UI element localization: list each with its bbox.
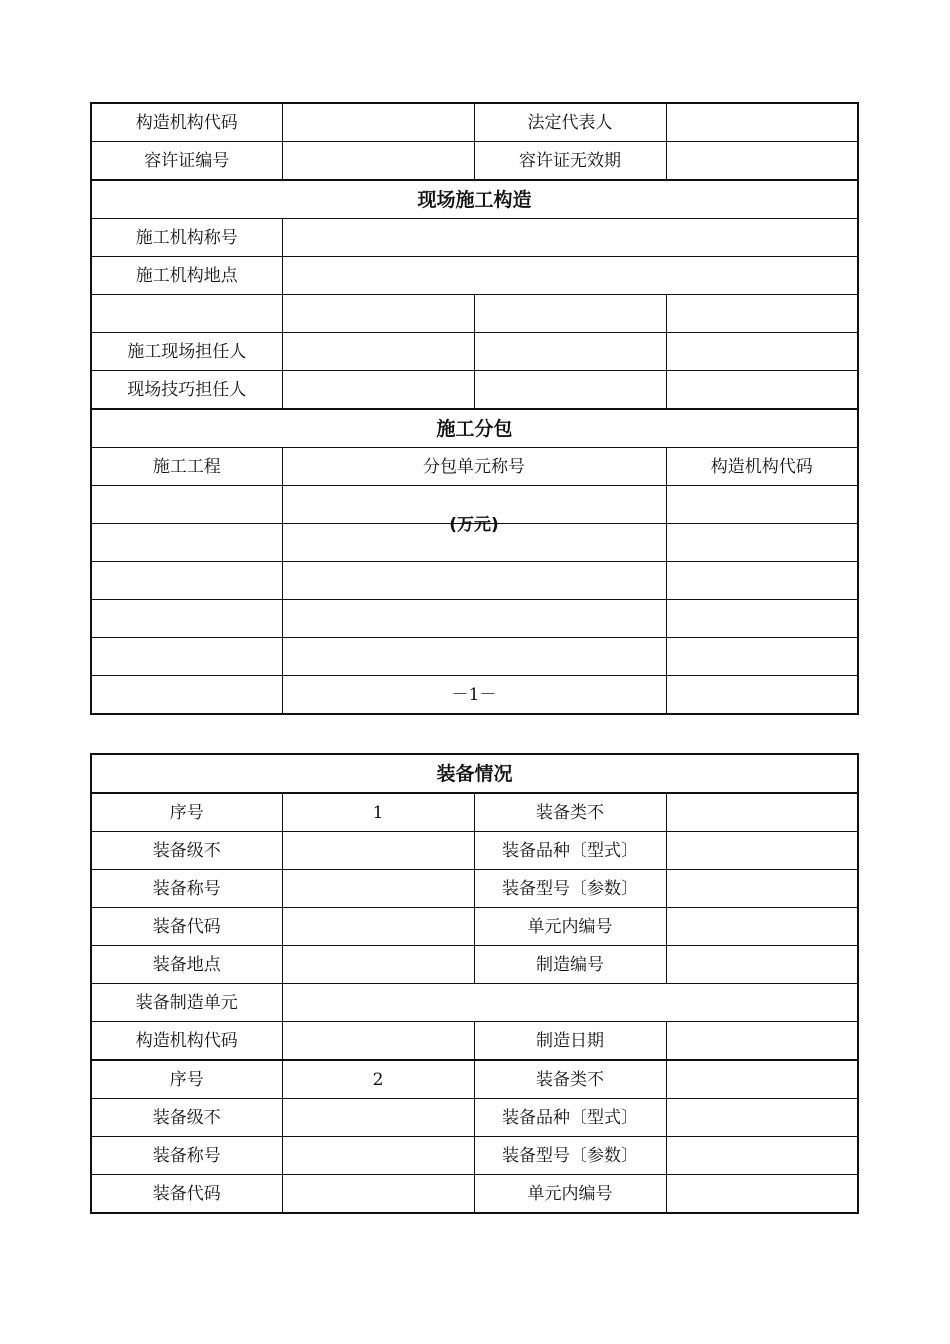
equipment-field-label: 装备代码 xyxy=(91,1175,282,1214)
col-header-sub-unit: 分包单元称号 xyxy=(282,448,666,486)
permit-no-value[interactable] xyxy=(282,142,474,181)
empty-cell[interactable] xyxy=(282,295,474,333)
equipment-field-value[interactable]: 2 xyxy=(282,1060,474,1099)
tech-manager-label: 现场技巧担任人 xyxy=(91,371,282,410)
equipment-field-label: 装备品种〔型式〕 xyxy=(474,832,666,870)
equipment-field-label: 序号 xyxy=(91,1060,282,1099)
empty-cell[interactable] xyxy=(666,295,858,333)
permit-validity-value[interactable] xyxy=(666,142,858,181)
cell[interactable] xyxy=(666,676,858,715)
table-row xyxy=(91,1099,858,1137)
equipment-field-label: 装备级不 xyxy=(91,1099,282,1137)
cell[interactable] xyxy=(91,600,282,638)
site-name-label: 施工机构称号 xyxy=(91,219,282,257)
section-header-row xyxy=(91,409,858,448)
col-header-project: 施工工程 xyxy=(91,448,282,486)
equipment-field-label: 装备型号〔参数〕 xyxy=(474,870,666,908)
table-row xyxy=(91,486,858,524)
table-row xyxy=(91,219,858,257)
page-number: －1－ xyxy=(282,676,666,715)
equipment-table xyxy=(90,753,859,1214)
table-row xyxy=(91,1137,858,1175)
equipment-field-value[interactable] xyxy=(666,946,858,984)
table-row xyxy=(91,870,858,908)
equipment-field-value[interactable] xyxy=(282,984,858,1022)
section-site-title: 现场施工构造 xyxy=(91,180,858,219)
cell[interactable] xyxy=(666,600,858,638)
tech-manager-value-3[interactable] xyxy=(666,371,858,410)
site-manager-value-3[interactable] xyxy=(666,333,858,371)
cell[interactable] xyxy=(666,486,858,524)
equipment-field-label: 装备制造单元 xyxy=(91,984,282,1022)
cell[interactable] xyxy=(91,676,282,715)
equipment-field-value[interactable] xyxy=(282,1099,474,1137)
equipment-field-value[interactable] xyxy=(282,1022,474,1061)
equipment-field-label: 装备型号〔参数〕 xyxy=(474,1137,666,1175)
equipment-field-label: 装备级不 xyxy=(91,832,282,870)
cell[interactable] xyxy=(666,562,858,600)
legal-rep-value[interactable] xyxy=(666,103,858,142)
table-row xyxy=(91,676,858,715)
site-manager-value[interactable] xyxy=(282,333,474,371)
cell[interactable] xyxy=(666,638,858,676)
equipment-field-value[interactable] xyxy=(666,1060,858,1099)
table-row xyxy=(91,600,858,638)
permit-validity-label: 容许证无效期 xyxy=(474,142,666,181)
equipment-field-value[interactable] xyxy=(282,946,474,984)
equipment-field-label: 装备代码 xyxy=(91,908,282,946)
site-name-value[interactable] xyxy=(282,219,858,257)
site-address-label: 施工机构地点 xyxy=(91,257,282,295)
table-row xyxy=(91,103,858,142)
table-row xyxy=(91,295,858,333)
site-manager-value-2[interactable] xyxy=(474,333,666,371)
cell[interactable] xyxy=(282,638,666,676)
equipment-field-label: 装备类不 xyxy=(474,1060,666,1099)
equipment-title: 装备情况 xyxy=(91,754,858,793)
legal-rep-label: 法定代表人 xyxy=(474,103,666,142)
equipment-field-label: 装备品种〔型式〕 xyxy=(474,1099,666,1137)
table-row xyxy=(91,984,858,1022)
table-row xyxy=(91,908,858,946)
table-header-row xyxy=(91,448,858,486)
empty-cell[interactable] xyxy=(474,295,666,333)
equipment-field-value[interactable] xyxy=(666,1175,858,1214)
equipment-field-value[interactable] xyxy=(666,1137,858,1175)
table-row xyxy=(91,1060,858,1099)
cell[interactable] xyxy=(282,486,666,535)
table-row xyxy=(91,1022,858,1061)
equipment-field-value[interactable] xyxy=(666,832,858,870)
equipment-field-value[interactable] xyxy=(282,1137,474,1175)
equipment-field-value[interactable] xyxy=(282,870,474,908)
equipment-field-value[interactable] xyxy=(666,793,858,832)
tech-manager-value-2[interactable] xyxy=(474,371,666,410)
equipment-field-label: 装备地点 xyxy=(91,946,282,984)
site-address-value[interactable] xyxy=(282,257,858,295)
equipment-field-label: 装备类不 xyxy=(474,793,666,832)
cell[interactable] xyxy=(282,562,666,600)
cell[interactable] xyxy=(91,562,282,600)
equipment-field-label: 单元内编号 xyxy=(474,1175,666,1214)
table-row xyxy=(91,1175,858,1214)
equipment-field-label: 单元内编号 xyxy=(474,908,666,946)
col-header-org-code: 构造机构代码 xyxy=(666,448,858,486)
equipment-field-value[interactable]: 1 xyxy=(282,793,474,832)
cell[interactable] xyxy=(91,638,282,676)
equipment-field-label: 序号 xyxy=(91,793,282,832)
table-row xyxy=(91,371,858,410)
equipment-field-value[interactable] xyxy=(666,1099,858,1137)
tech-manager-value[interactable] xyxy=(282,371,474,410)
equipment-field-value[interactable] xyxy=(282,832,474,870)
equipment-field-label: 构造机构代码 xyxy=(91,1022,282,1061)
table-title-row xyxy=(91,754,858,793)
table-row xyxy=(91,793,858,832)
equipment-field-value[interactable] xyxy=(666,908,858,946)
table-row xyxy=(91,562,858,600)
cell[interactable] xyxy=(666,524,858,562)
equipment-field-label: 装备称号 xyxy=(91,870,282,908)
site-manager-label: 施工现场担任人 xyxy=(91,333,282,371)
equipment-field-label: 装备称号 xyxy=(91,1137,282,1175)
table-row xyxy=(91,946,858,984)
empty-cell xyxy=(91,295,282,333)
equipment-field-value[interactable] xyxy=(282,908,474,946)
equipment-field-value[interactable] xyxy=(666,1022,858,1061)
table-row xyxy=(91,638,858,676)
table-row xyxy=(91,333,858,371)
table-row xyxy=(91,142,858,181)
equipment-field-value[interactable] xyxy=(666,870,858,908)
org-code-label: 构造机构代码 xyxy=(91,103,282,142)
construction-info-table xyxy=(90,102,859,715)
cell[interactable] xyxy=(91,486,282,524)
equipment-field-label: 制造编号 xyxy=(474,946,666,984)
equipment-field-value[interactable] xyxy=(282,1175,474,1214)
overlap-text: (万元) xyxy=(449,514,499,535)
section-header-row xyxy=(91,180,858,219)
cell[interactable] xyxy=(91,524,282,562)
cell[interactable] xyxy=(282,600,666,638)
table-row xyxy=(91,832,858,870)
table-row xyxy=(91,257,858,295)
permit-no-label: 容许证编号 xyxy=(91,142,282,181)
section-subcontract-title: 施工分包 xyxy=(91,409,858,448)
equipment-field-label: 制造日期 xyxy=(474,1022,666,1061)
org-code-value[interactable] xyxy=(282,103,474,142)
